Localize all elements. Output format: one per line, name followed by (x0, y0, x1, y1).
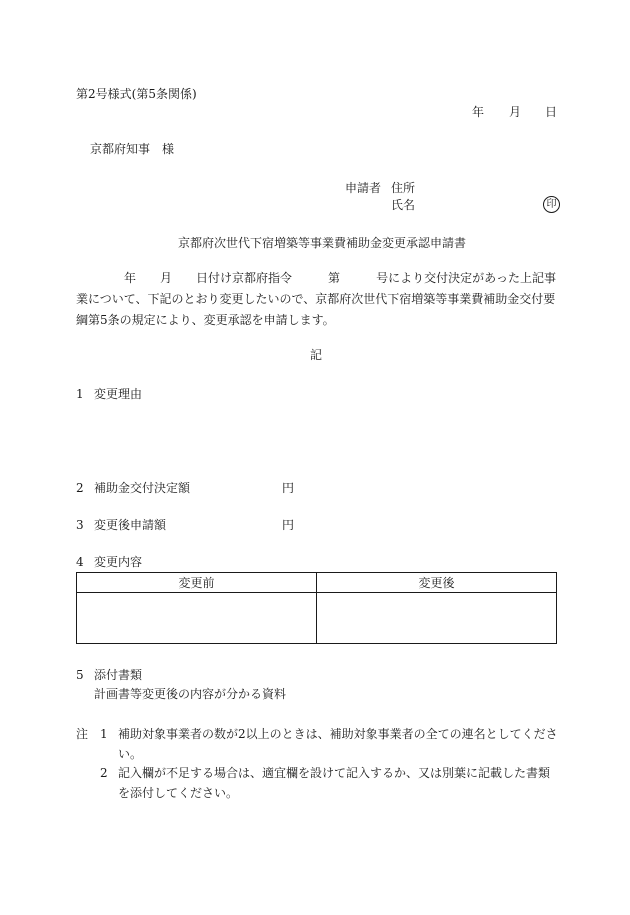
body-paragraph (76, 268, 560, 331)
item-2-unit: 円 (282, 481, 295, 495)
seal-mark: 印 (543, 196, 560, 213)
item-3-number: 3 (76, 518, 84, 532)
col-before-header: 変更前 (77, 573, 317, 593)
item-5-number: 5 (76, 668, 84, 682)
item-4-label: 変更内容 (94, 555, 143, 569)
addressee: 京都府知事 様 (90, 142, 175, 156)
date-year-label: 年 (472, 105, 485, 119)
item-2-number: 2 (76, 481, 84, 495)
applicant-name-label: 氏名 (391, 198, 416, 212)
item-2-label: 補助金交付決定額 (94, 481, 191, 495)
note-2 (118, 763, 558, 803)
item-5-detail: 計画書等変更後の内容が分かる資料 (94, 687, 287, 701)
body-year-label: 年 (124, 271, 137, 285)
note-1-number: 1 (100, 727, 108, 741)
applicant-address-label: 住所 (391, 181, 416, 195)
change-content-table (76, 572, 557, 644)
note-2-number: 2 (100, 766, 108, 780)
note-1 (118, 724, 558, 764)
body-designation: 日付け京都府指令 (196, 271, 293, 285)
document-title: 京都府次世代下宿増築等事業費補助金変更承認申請書 (178, 236, 467, 250)
body-number-prefix: 第 (328, 271, 341, 285)
notes-label: 注 (76, 727, 89, 741)
item-5-label: 添付書類 (94, 668, 143, 682)
body-continuation: 業について、下記のとおり変更したいので、京都府次世代下宿増築等事業費補助金交付要綱第5条の規定により、変更承認を申請します。 (76, 292, 556, 327)
form-id: 第2号様式(第5条関係) (76, 87, 197, 101)
item-1-number: 1 (76, 387, 84, 401)
ki-heading: 記 (310, 348, 323, 362)
item-3-unit: 円 (282, 518, 295, 532)
before-cell (77, 593, 317, 644)
after-cell (317, 593, 557, 644)
item-1-label: 変更理由 (94, 387, 143, 401)
item-4-number: 4 (76, 555, 84, 569)
date-month-label: 月 (509, 105, 522, 119)
note-1-text: 補助対象事業者の数が2以上のときは、補助対象事業者の全ての連名としてください。 (118, 727, 558, 761)
date-day-label: 日 (545, 105, 558, 119)
item-3-label: 変更後申請額 (94, 518, 167, 532)
applicant-label: 申請者 (345, 181, 382, 195)
note-2-text: 記入欄が不足する場合は、適宜欄を設けて記入するか、又は別葉に記載した書類を添付してください。 (118, 766, 551, 800)
body-line1-tail: 号により交付決定があった上記事 (376, 271, 556, 285)
col-after-header: 変更後 (317, 573, 557, 593)
body-month-label: 月 (160, 271, 173, 285)
